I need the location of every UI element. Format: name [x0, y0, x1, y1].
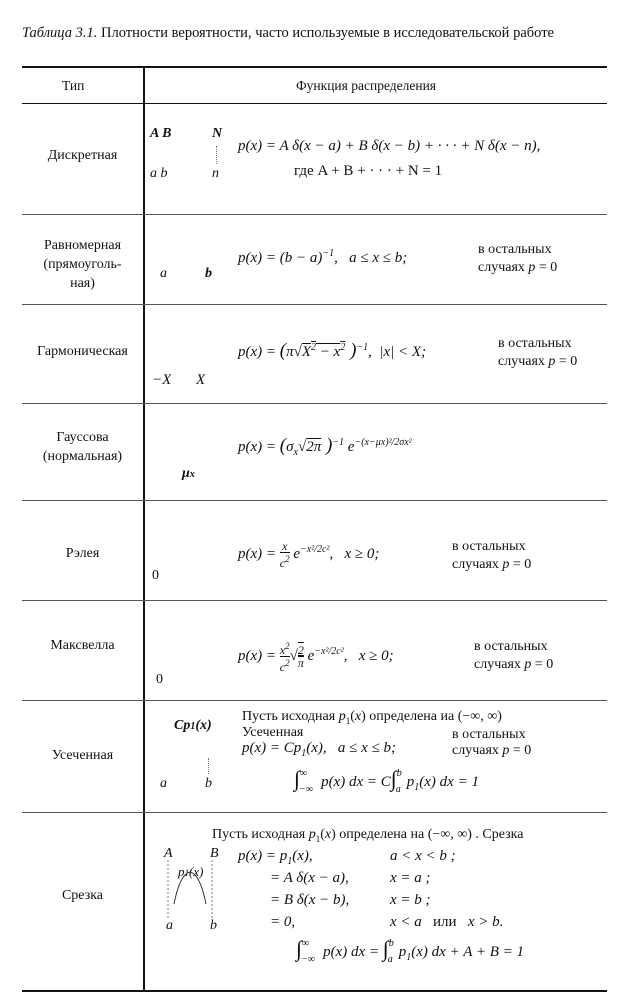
- row-separator: [22, 812, 607, 813]
- row-type-rayleigh: Рэлея: [65, 546, 100, 561]
- cutoff-case-4-cond: x < a или x > b.: [390, 914, 504, 930]
- cutoff-case-3-lhs: = B δ(x − b),: [270, 892, 350, 908]
- truncated-note-1: в остальных: [452, 727, 526, 742]
- uniform-formula: $p(x) = (b - a)^{-1}$, a ≤ x ≤ b;: [238, 248, 408, 266]
- row-separator: [22, 600, 607, 601]
- rayleigh-label-0: 0: [152, 568, 159, 583]
- table-caption: [22, 24, 607, 42]
- row-separator: [22, 403, 607, 404]
- truncated-formula: $p(x) = Cp_1(x)$, a ≤ x ≤ b;: [242, 740, 397, 759]
- row-type-uniform: Равномерная (прямоуголь- ная): [43, 238, 122, 291]
- row-type-harmonic: Гармоническая: [37, 344, 128, 359]
- uniform-label-a: a: [160, 266, 167, 281]
- discrete-impulse-mark: [216, 146, 218, 164]
- truncated-edge-mark: [208, 758, 210, 774]
- row-separator: [22, 700, 607, 701]
- maxwell-label-0: 0: [156, 672, 163, 687]
- cutoff-integral: $\int^\infty_{-\infty}$ p(x) dx = ∫$^b_a$ $p_1(x)$ dx + A + B = 1: [296, 936, 524, 965]
- cutoff-label-A: A: [164, 846, 173, 861]
- maxwell-note-2: случаях p = 0: [474, 657, 554, 672]
- harmonic-note-2: случаях p = 0: [498, 354, 578, 369]
- truncated-line-1: Пусть исходная $p_1(x)$ определена иа (−∞, ∞): [242, 709, 502, 726]
- rayleigh-formula: p(x) = $\frac{x}{c^2}$ $e^{-x^2/2c^2}$, x ≥ 0;: [238, 539, 380, 570]
- cutoff-label-a: a: [166, 918, 173, 933]
- row-separator: [22, 214, 607, 215]
- cutoff-case-2-cond: x = a ;: [390, 870, 431, 886]
- cutoff-case-1-cond: a < x < b ;: [390, 848, 456, 864]
- uniform-label-b: b: [205, 266, 212, 281]
- cutoff-case-4-lhs: = 0,: [270, 914, 296, 930]
- gaussian-label-mu: μx: [182, 466, 195, 481]
- discrete-labels-top: A B: [150, 126, 172, 141]
- truncated-label-b: b: [205, 776, 212, 791]
- harmonic-label-X: X: [196, 372, 206, 388]
- truncated-note-2: случаях p = 0: [452, 743, 532, 758]
- uniform-note-1: в остальных: [478, 242, 552, 257]
- rayleigh-note-2: случаях p = 0: [452, 557, 532, 572]
- discrete-label-N: N: [212, 126, 223, 141]
- truncated-label-a: a: [160, 776, 167, 791]
- header-function: Функция распределения: [296, 78, 437, 93]
- column-divider: [143, 66, 145, 991]
- harmonic-formula: $p(x) = (\pi√X^2 - x^2$ )$^{-1}$, |x| < X;: [238, 340, 427, 361]
- truncated-integral: $\int^\infty_{-\infty}$ p(x) dx = C∫$^b_a$ $p_1(x)$ dx = 1: [294, 766, 479, 795]
- row-type-cutoff: Срезка: [61, 888, 104, 903]
- caption-number: Таблица 3.1.: [22, 25, 98, 41]
- discrete-labels-bottom: a b: [150, 166, 168, 181]
- harmonic-label-minus-X: −X: [152, 372, 172, 388]
- row-type-truncated: Усеченная: [51, 748, 114, 763]
- row-type-gaussian: Гауссова (нормальная): [42, 430, 123, 464]
- cutoff-line-1: Пусть исходная $p_1(x)$ определена на (−∞, ∞) . Срезка: [212, 827, 524, 844]
- caption-text: Плотности вероятности, часто используемые в исследовательской работе: [100, 25, 554, 41]
- discrete-formula-condition: где A + B + · · · + N = 1: [294, 163, 443, 179]
- uniform-note-2: случаях p = 0: [478, 260, 558, 275]
- cutoff-label-b: b: [210, 918, 217, 933]
- truncated-line-2: Усеченная: [242, 725, 304, 740]
- gaussian-formula: $p(x) = (\sigma_x√2\pi$ )$^{-1}$ $e^{-(x-\mu x)^2/2\sigma x^2}$: [238, 435, 412, 458]
- maxwell-formula: p(x) = $\frac{x^2}{c^2}$ √ $\frac{2}{\pi}$ $e^{-x^2/2c^2}$, x ≥ 0;: [238, 641, 394, 674]
- maxwell-note-1: в остальных: [474, 639, 548, 654]
- cutoff-case-3-cond: x = b ;: [390, 892, 431, 908]
- discrete-label-n: n: [212, 166, 219, 181]
- row-separator: [22, 304, 607, 305]
- cutoff-label-p1: p1(x): [178, 864, 204, 879]
- cutoff-label-B: B: [210, 846, 219, 861]
- truncated-label-cp: Cp1(x): [174, 718, 212, 733]
- discrete-formula: p(x) = A δ(x − a) + B δ(x − b) + · · · + N δ(x − n),: [238, 138, 541, 154]
- cutoff-case-1-lhs: $p(x) = p_1(x)$,: [238, 848, 313, 867]
- row-type-maxwell: Максвелла: [50, 638, 115, 653]
- header-type: Тип: [62, 78, 85, 93]
- table-bottom-rule: [22, 990, 607, 992]
- header-rule: [22, 103, 607, 104]
- row-type-discrete: Дискретная: [47, 148, 118, 163]
- table-top-rule: [22, 66, 607, 68]
- cutoff-density-sketch: [160, 860, 224, 920]
- rayleigh-note-1: в остальных: [452, 539, 526, 554]
- cutoff-case-2-lhs: = A δ(x − a),: [270, 870, 349, 886]
- row-separator: [22, 500, 607, 501]
- harmonic-note-1: в остальных: [498, 336, 572, 351]
